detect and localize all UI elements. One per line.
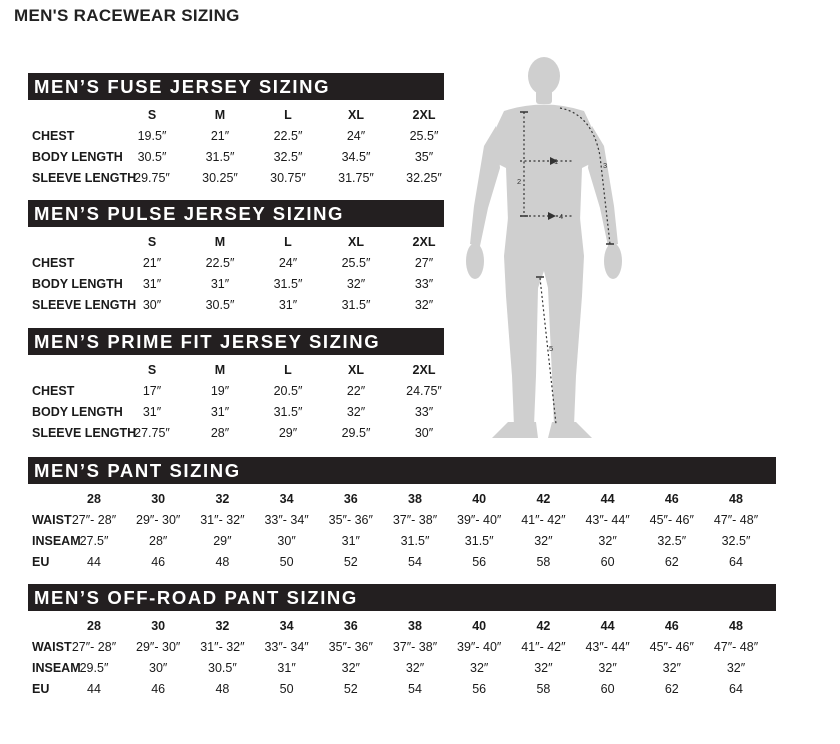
table-cell: 33″ bbox=[414, 405, 434, 419]
row-label: BODY LENGTH bbox=[32, 405, 123, 419]
table-row-body-length bbox=[32, 147, 444, 167]
table-cell: 29″- 30″ bbox=[136, 513, 181, 527]
table-cell: 60 bbox=[600, 682, 615, 696]
table-cell: 31.5″ bbox=[341, 298, 371, 312]
table-cell: 27.5″ bbox=[79, 534, 109, 548]
size-header-xl: XL bbox=[348, 363, 364, 377]
table-cell: 31.5″ bbox=[273, 405, 303, 419]
table-cell: 31″ bbox=[278, 298, 298, 312]
size-header-44: 44 bbox=[600, 619, 615, 633]
table-cell: 48 bbox=[215, 555, 230, 569]
row-label: INSEAM bbox=[32, 661, 81, 675]
table-cell: 31.5″ bbox=[273, 277, 303, 291]
table-cell: 31.75″ bbox=[338, 171, 374, 185]
table-cell: 30.5″ bbox=[205, 298, 235, 312]
table-cell: 30″ bbox=[149, 661, 168, 675]
size-header-m: M bbox=[214, 108, 226, 122]
table-cell: 64 bbox=[729, 682, 743, 696]
table-cell: 32″ bbox=[346, 405, 366, 419]
size-header-s: S bbox=[147, 235, 157, 249]
table-row-body-length bbox=[32, 274, 444, 294]
size-header-m: M bbox=[214, 363, 226, 377]
table-cell: 30″ bbox=[142, 298, 162, 312]
table-row-inseam bbox=[32, 658, 776, 678]
size-header-2xl: 2XL bbox=[412, 363, 436, 377]
table-cell: 34.5″ bbox=[341, 150, 371, 164]
row-label: BODY LENGTH bbox=[32, 150, 123, 164]
body-measurement-figure bbox=[462, 56, 642, 446]
size-header-row bbox=[32, 489, 776, 509]
table-cell: 29.5″ bbox=[341, 426, 371, 440]
table-cell: 31″ bbox=[142, 277, 162, 291]
table-cell: 27″- 28″ bbox=[71, 513, 117, 527]
table-cell: 31″ bbox=[210, 277, 230, 291]
row-label: SLEEVE LENGTH bbox=[32, 426, 137, 440]
table-row-chest bbox=[32, 381, 444, 401]
table-cell: 41″- 42″ bbox=[521, 513, 566, 527]
table-cell: 24″ bbox=[278, 256, 298, 270]
table-cell: 32.5″ bbox=[721, 534, 751, 548]
row-label: SLEEVE LENGTH bbox=[32, 171, 137, 185]
table-cell: 32″ bbox=[346, 277, 366, 291]
table-cell: 45″- 46″ bbox=[649, 640, 694, 654]
size-header-s: S bbox=[147, 363, 157, 377]
table-cell: 32″ bbox=[726, 661, 746, 675]
table-cell: 29″- 30″ bbox=[136, 640, 181, 654]
size-header-30: 30 bbox=[151, 492, 166, 506]
table-row-sleeve-length bbox=[32, 295, 444, 315]
table-cell: 32.5″ bbox=[657, 534, 687, 548]
table-cell: 31″- 32″ bbox=[200, 513, 245, 527]
size-header-32: 32 bbox=[215, 619, 230, 633]
table-cell: 62 bbox=[664, 682, 679, 696]
table-cell: 64 bbox=[729, 555, 743, 569]
table-cell: 50 bbox=[279, 682, 294, 696]
size-header-34: 34 bbox=[279, 492, 294, 506]
table-cell: 31″ bbox=[341, 534, 360, 548]
table-cell: 29″ bbox=[278, 426, 298, 440]
callout-3: 3 bbox=[603, 161, 608, 170]
row-label: SLEEVE LENGTH bbox=[32, 298, 137, 312]
table-cell: 32″ bbox=[534, 534, 553, 548]
size-header-m: M bbox=[214, 235, 226, 249]
table-cell: 60 bbox=[600, 555, 615, 569]
size-header-42: 42 bbox=[536, 492, 551, 506]
table-cell: 62 bbox=[664, 555, 679, 569]
table-cell: 33″- 34″ bbox=[264, 513, 309, 527]
table-row-chest bbox=[32, 253, 444, 273]
jersey-table-title: MEN’S PRIME FIT JERSEY SIZING bbox=[28, 328, 444, 355]
table-cell: 30.25″ bbox=[202, 171, 238, 185]
size-header-28: 28 bbox=[87, 492, 101, 506]
table-cell: 24″ bbox=[346, 129, 366, 143]
table-cell: 24.75″ bbox=[406, 384, 442, 398]
table-cell: 43″- 44″ bbox=[585, 513, 630, 527]
table-cell: 20.5″ bbox=[273, 384, 303, 398]
table-cell: 32″ bbox=[598, 534, 617, 548]
table-cell: 21″ bbox=[142, 256, 162, 270]
table-cell: 37″- 38″ bbox=[392, 640, 438, 654]
table-row-sleeve-length bbox=[32, 168, 444, 188]
size-header-44: 44 bbox=[600, 492, 615, 506]
table-cell: 37″- 38″ bbox=[392, 513, 438, 527]
table-cell: 29.75″ bbox=[134, 171, 170, 185]
table-cell: 22.5″ bbox=[205, 256, 235, 270]
size-header-row bbox=[32, 616, 776, 636]
size-header-40: 40 bbox=[472, 492, 487, 506]
table-cell: 35″ bbox=[414, 150, 434, 164]
size-header-xl: XL bbox=[348, 235, 364, 249]
table-cell: 35″- 36″ bbox=[328, 640, 373, 654]
table-cell: 27.75″ bbox=[134, 426, 170, 440]
table-cell: 44 bbox=[87, 555, 101, 569]
table-cell: 32.5″ bbox=[273, 150, 303, 164]
table-row-chest bbox=[32, 126, 444, 146]
table-cell: 22″ bbox=[346, 384, 366, 398]
size-header-32: 32 bbox=[215, 492, 230, 506]
table-cell: 46 bbox=[151, 682, 166, 696]
page-title: MEN'S RACEWEAR SIZING bbox=[14, 6, 240, 25]
jersey-table-title: MEN’S PULSE JERSEY SIZING bbox=[28, 200, 444, 227]
pant-table-title: MEN’S OFF-ROAD PANT SIZING bbox=[28, 584, 776, 611]
table-cell: 50 bbox=[279, 555, 294, 569]
table-cell: 28″ bbox=[149, 534, 168, 548]
row-label: CHEST bbox=[32, 384, 75, 398]
size-header-36: 36 bbox=[343, 619, 358, 633]
size-header-row bbox=[32, 232, 444, 252]
size-header-48: 48 bbox=[729, 492, 743, 506]
table-cell: 54 bbox=[408, 682, 422, 696]
table-cell: 29″ bbox=[213, 534, 232, 548]
size-header-42: 42 bbox=[536, 619, 551, 633]
table-row-eu bbox=[32, 552, 776, 572]
table-cell: 32.25″ bbox=[406, 171, 442, 185]
size-header-s: S bbox=[147, 108, 157, 122]
table-cell: 31″ bbox=[277, 661, 296, 675]
table-cell: 47″- 48″ bbox=[713, 513, 759, 527]
row-label: WAIST bbox=[32, 513, 72, 527]
size-header-l: L bbox=[284, 108, 292, 122]
table-cell: 56 bbox=[472, 555, 487, 569]
table-cell: 31″- 32″ bbox=[200, 640, 245, 654]
table-cell: 29.5″ bbox=[79, 661, 109, 675]
callout-1: 1 bbox=[554, 157, 559, 166]
row-label: CHEST bbox=[32, 129, 75, 143]
size-header-36: 36 bbox=[343, 492, 358, 506]
size-header-46: 46 bbox=[664, 619, 679, 633]
table-row-waist bbox=[32, 637, 776, 657]
table-cell: 32″ bbox=[662, 661, 681, 675]
table-cell: 31.5″ bbox=[400, 534, 430, 548]
row-label: EU bbox=[32, 682, 50, 696]
row-label: BODY LENGTH bbox=[32, 277, 123, 291]
table-cell: 32″ bbox=[414, 298, 434, 312]
size-header-38: 38 bbox=[408, 492, 422, 506]
table-cell: 31″ bbox=[210, 405, 230, 419]
table-cell: 33″- 34″ bbox=[264, 640, 309, 654]
table-cell: 41″- 42″ bbox=[521, 640, 566, 654]
size-header-xl: XL bbox=[348, 108, 364, 122]
size-header-row bbox=[32, 105, 444, 125]
table-cell: 31″ bbox=[142, 405, 162, 419]
jersey-table-title: MEN’S FUSE JERSEY SIZING bbox=[28, 73, 444, 100]
callout-4: 4 bbox=[559, 212, 564, 221]
row-label: EU bbox=[32, 555, 50, 569]
row-label: INSEAM bbox=[32, 534, 81, 548]
table-cell: 31.5″ bbox=[464, 534, 494, 548]
table-row-body-length bbox=[32, 402, 444, 422]
size-header-48: 48 bbox=[729, 619, 743, 633]
row-label: WAIST bbox=[32, 640, 72, 654]
table-cell: 30.75″ bbox=[270, 171, 306, 185]
table-cell: 44 bbox=[87, 682, 101, 696]
table-cell: 31.5″ bbox=[205, 150, 235, 164]
table-cell: 27″ bbox=[414, 256, 434, 270]
table-row-waist bbox=[32, 510, 776, 530]
silhouette bbox=[466, 57, 622, 438]
table-cell: 39″- 40″ bbox=[457, 640, 502, 654]
table-cell: 32″ bbox=[534, 661, 553, 675]
table-cell: 35″- 36″ bbox=[328, 513, 373, 527]
silhouette-svg bbox=[462, 56, 642, 446]
table-cell: 30″ bbox=[277, 534, 296, 548]
table-cell: 48 bbox=[215, 682, 230, 696]
size-header-38: 38 bbox=[408, 619, 422, 633]
table-cell: 54 bbox=[408, 555, 422, 569]
row-label: CHEST bbox=[32, 256, 75, 270]
table-cell: 30″ bbox=[414, 426, 434, 440]
size-header-40: 40 bbox=[472, 619, 487, 633]
table-cell: 30.5″ bbox=[137, 150, 167, 164]
table-cell: 56 bbox=[472, 682, 487, 696]
table-cell: 43″- 44″ bbox=[585, 640, 630, 654]
table-cell: 27″- 28″ bbox=[71, 640, 117, 654]
table-cell: 52 bbox=[343, 682, 358, 696]
table-row-inseam bbox=[32, 531, 776, 551]
table-cell: 21″ bbox=[210, 129, 230, 143]
pant-table-title: MEN’S PANT SIZING bbox=[28, 457, 776, 484]
table-row-sleeve-length bbox=[32, 423, 444, 443]
size-header-28: 28 bbox=[87, 619, 101, 633]
size-header-30: 30 bbox=[151, 619, 166, 633]
table-cell: 58 bbox=[536, 555, 551, 569]
table-row-eu bbox=[32, 679, 776, 699]
size-header-2xl: 2XL bbox=[412, 235, 436, 249]
table-cell: 22.5″ bbox=[273, 129, 303, 143]
table-cell: 19″ bbox=[210, 384, 230, 398]
table-cell: 30.5″ bbox=[208, 661, 237, 675]
table-cell: 17″ bbox=[142, 384, 162, 398]
callout-2: 2 bbox=[517, 177, 522, 186]
table-cell: 39″- 40″ bbox=[457, 513, 502, 527]
table-cell: 19.5″ bbox=[137, 129, 167, 143]
table-cell: 46 bbox=[151, 555, 166, 569]
table-cell: 32″ bbox=[598, 661, 617, 675]
size-header-46: 46 bbox=[664, 492, 679, 506]
table-cell: 25.5″ bbox=[409, 129, 439, 143]
table-cell: 32″ bbox=[470, 661, 489, 675]
table-cell: 25.5″ bbox=[341, 256, 371, 270]
table-cell: 33″ bbox=[414, 277, 434, 291]
size-header-l: L bbox=[284, 363, 292, 377]
table-cell: 32″ bbox=[405, 661, 425, 675]
table-cell: 32″ bbox=[341, 661, 360, 675]
callout-5: 5 bbox=[549, 344, 554, 353]
table-cell: 47″- 48″ bbox=[713, 640, 759, 654]
size-header-34: 34 bbox=[279, 619, 294, 633]
table-cell: 28″ bbox=[210, 426, 230, 440]
size-header-row bbox=[32, 360, 444, 380]
table-cell: 52 bbox=[343, 555, 358, 569]
size-header-l: L bbox=[284, 235, 292, 249]
table-cell: 45″- 46″ bbox=[649, 513, 694, 527]
size-header-2xl: 2XL bbox=[412, 108, 436, 122]
table-cell: 58 bbox=[536, 682, 551, 696]
